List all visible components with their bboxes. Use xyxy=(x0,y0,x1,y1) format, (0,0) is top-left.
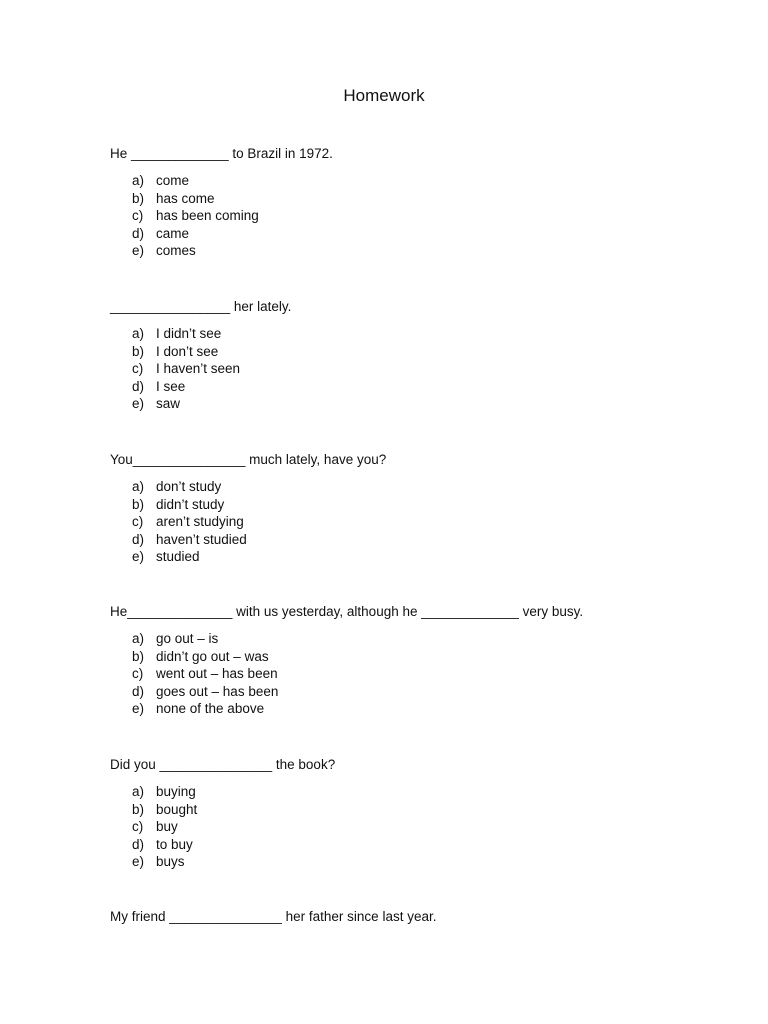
option-letter: a) xyxy=(132,173,145,188)
option-letter: a) xyxy=(132,784,145,799)
option-letter: c) xyxy=(132,514,144,530)
option-text: buys xyxy=(156,854,185,870)
option-letter: b) xyxy=(132,496,145,512)
option-text: came xyxy=(156,225,190,241)
question-1 xyxy=(110,145,670,260)
question-6 xyxy=(110,908,670,925)
option-e xyxy=(110,853,670,871)
option-letter: b) xyxy=(132,190,145,206)
option-letter: e) xyxy=(132,701,145,717)
option-text: buying xyxy=(156,784,196,799)
option-letter: d) xyxy=(132,531,145,547)
option-text: I didn’t see xyxy=(156,326,222,341)
option-text: comes xyxy=(156,243,196,259)
question-3 xyxy=(110,451,670,566)
option-text: go out – is xyxy=(156,631,219,646)
option-letter: b) xyxy=(132,801,145,817)
option-letter: d) xyxy=(132,836,145,852)
option-letter: e) xyxy=(132,396,145,412)
option-text: didn’t study xyxy=(156,496,225,512)
options-list xyxy=(110,172,670,260)
options-list xyxy=(110,325,670,413)
option-text: goes out – has been xyxy=(156,683,279,699)
page-title: Homework xyxy=(343,86,425,105)
option-d xyxy=(110,683,670,701)
option-c xyxy=(110,665,670,683)
option-text: has come xyxy=(156,190,215,206)
option-letter: d) xyxy=(132,378,145,394)
option-text: I haven’t seen xyxy=(156,361,241,377)
option-a xyxy=(110,630,670,648)
question-4 xyxy=(110,603,670,718)
option-letter: e) xyxy=(132,243,145,259)
option-b xyxy=(110,190,670,208)
option-b xyxy=(110,496,670,514)
question-5 xyxy=(110,756,670,871)
option-text: I don’t see xyxy=(156,343,219,359)
option-letter: d) xyxy=(132,225,145,241)
question-text: ________________ her lately. xyxy=(110,299,292,314)
option-letter: a) xyxy=(132,631,145,646)
option-a xyxy=(110,172,670,190)
option-d xyxy=(110,225,670,243)
option-letter: e) xyxy=(132,549,145,565)
option-e xyxy=(110,395,670,413)
question-text: You_______________ much lately, have you? xyxy=(110,452,387,467)
option-a xyxy=(110,478,670,496)
option-b xyxy=(110,343,670,361)
option-b xyxy=(110,801,670,819)
option-letter: d) xyxy=(132,683,145,699)
options-list xyxy=(110,630,670,718)
option-c xyxy=(110,207,670,225)
option-text: don’t study xyxy=(156,479,222,494)
option-d xyxy=(110,836,670,854)
option-text: didn’t go out – was xyxy=(156,648,269,664)
option-text: I see xyxy=(156,378,186,394)
option-text: went out – has been xyxy=(156,666,278,682)
option-text: saw xyxy=(156,396,181,412)
option-e xyxy=(110,242,670,260)
option-letter: a) xyxy=(132,326,145,341)
option-a xyxy=(110,325,670,343)
option-letter: e) xyxy=(132,854,145,870)
option-text: aren’t studying xyxy=(156,514,244,530)
option-letter: c) xyxy=(132,666,144,682)
option-text: buy xyxy=(156,819,178,835)
option-text: bought xyxy=(156,801,198,817)
option-text: come xyxy=(156,173,190,188)
option-letter: c) xyxy=(132,361,144,377)
option-a xyxy=(110,783,670,801)
option-text: studied xyxy=(156,549,200,565)
option-text: none of the above xyxy=(156,701,265,717)
options-list xyxy=(110,478,670,566)
option-letter: c) xyxy=(132,208,144,224)
option-b xyxy=(110,648,670,666)
option-c xyxy=(110,818,670,836)
question-text: My friend _______________ her father since last year. xyxy=(110,909,437,924)
question-text: He______________ with us yesterday, although he _____________ very busy. xyxy=(110,604,584,619)
option-letter: b) xyxy=(132,343,145,359)
option-c xyxy=(110,513,670,531)
option-text: to buy xyxy=(156,836,193,852)
option-d xyxy=(110,531,670,549)
option-letter: c) xyxy=(132,819,144,835)
question-2 xyxy=(110,298,670,413)
question-text: He _____________ to Brazil in 1972. xyxy=(110,146,333,161)
option-letter: b) xyxy=(132,648,145,664)
option-c xyxy=(110,360,670,378)
option-d xyxy=(110,378,670,396)
option-text: has been coming xyxy=(156,208,259,224)
option-text: haven’t studied xyxy=(156,531,247,547)
question-text: Did you _______________ the book? xyxy=(110,757,336,772)
option-e xyxy=(110,700,670,718)
options-list xyxy=(110,783,670,871)
option-letter: a) xyxy=(132,479,145,494)
option-e xyxy=(110,548,670,566)
